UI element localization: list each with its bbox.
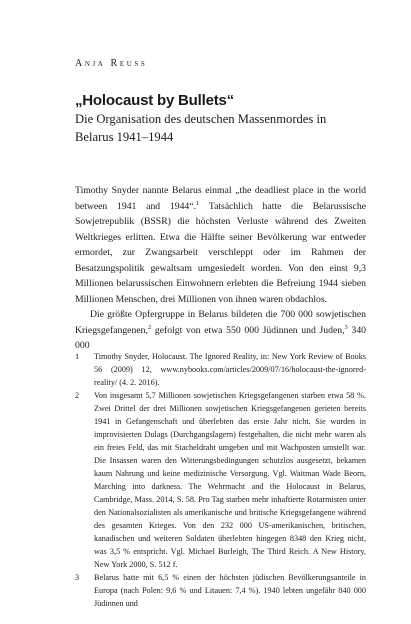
paragraph-2-text-b: gefolgt von etwa 550 000 Jüdinnen und Juden, bbox=[151, 324, 345, 336]
running-head-author: Anja Reuss bbox=[75, 58, 148, 69]
footnote-text: Timothy Snyder, Holocaust. The Ignored Reality, in: New York Review of Books 56 (2009) 12, www.nybooks.com/articles/2009/07/16/holocaust-the-ignored-reality/ (4. 2. 2016). bbox=[94, 352, 366, 387]
footnote-ref-1: 1 bbox=[196, 199, 200, 207]
footnote-1 bbox=[75, 350, 366, 389]
chapter-title: „Holocaust by Bullets“ bbox=[75, 92, 234, 109]
footnote-3 bbox=[75, 571, 366, 610]
footnotes bbox=[75, 350, 366, 610]
footnote-ref-2: 2 bbox=[147, 323, 152, 331]
footnote-text: Belarus hatte mit 6,5 % einen der höchsten jüdischen Bevölkerungsanteile in Europa (nach Polen: 9,6 % und Litauen: 7,4 %). 1940 lebten ungefähr 840 000 Jüdinnen und bbox=[94, 573, 366, 608]
paragraph-1-text-b: Tatsächlich hatte die Belarussische Sowjetrepublik (BSSR) die höchsten Verluste während des Zweiten Weltkrieges erlitten. Etwa die Hälfte seiner Bevölkerung war entweder ermordet, zur Zwangsarbeit verschleppt oder im Rahmen der Besatzungspolitik gewaltsam umgesiedelt worden. Von den einst 9,3 Millionen belarussischen Einwohnern erlebten die Befreiung 1944 sieben Millionen Menschen, drei Millionen von ihnen waren obdachlos. bbox=[75, 200, 366, 305]
footnote-number: 3 bbox=[75, 573, 80, 582]
footnote-text: Von insgesamt 5,7 Millionen sowjetischen Kriegsgefangenen starben etwa 58 %. Zwei Drittel der drei Millionen sowjetischen Kriegsgefangenen gerieten bereits 1941 in Gefangenschaft und überlebten das erste Jahr nicht. Sie wurden in improvisierten Dulags (Durchgangslagern) festgehalten, die nicht mehr waren als ein freies Feld, das mit Stacheldraht umgeben und mit Wachposten umstellt war. Die Insassen waren den Witterungsbedingungen schutzlos ausgesetzt, bekamen kaum Nahrung und keine medizinische Versorgung. Vgl. Waitman Wade Beorn, Marching into darkness. The Wehrmacht and the Holocaust in Belarus, Cambridge, Mass. 2014, S. 58. Pro Tag starben mehr inhaftierte Rotarmisten unter den Nationalsozialisten als amerikanische und britische Kriegsgefangene während des gesamten Krieges. Von den 232 000 US-amerikanischen, britischen, kanadischen und weiteren Soldaten überlebten hingegen 8348 den Krieg nicht, was 3,5 % entspricht. Vgl. Michael Burleigh, The Third Reich. A New History, New York 2000, S. 512 f. bbox=[94, 391, 366, 569]
body-text bbox=[75, 183, 366, 354]
paragraph-2-text-c: 340 000 bbox=[75, 324, 367, 351]
footnote-2 bbox=[75, 389, 366, 571]
chapter-subtitle: Die Organisation des deutschen Massenmordes in Belarus 1941–1944 bbox=[75, 112, 327, 144]
paragraph-1 bbox=[75, 183, 366, 307]
footnote-number: 1 bbox=[75, 352, 80, 361]
footnote-ref-3: 3 bbox=[344, 323, 348, 331]
paragraph-2 bbox=[75, 307, 366, 354]
paragraph-1-text-a: Timothy Snyder nannte Belarus einmal „the deadliest place in the world between 1941 and 1944“. bbox=[75, 185, 366, 212]
footnote-number: 2 bbox=[75, 391, 80, 400]
paragraph-2-text-a: Die größte Opfergruppe in Belarus bildeten die 700 000 sowjetischen Kriegsgefangenen, bbox=[75, 309, 366, 336]
